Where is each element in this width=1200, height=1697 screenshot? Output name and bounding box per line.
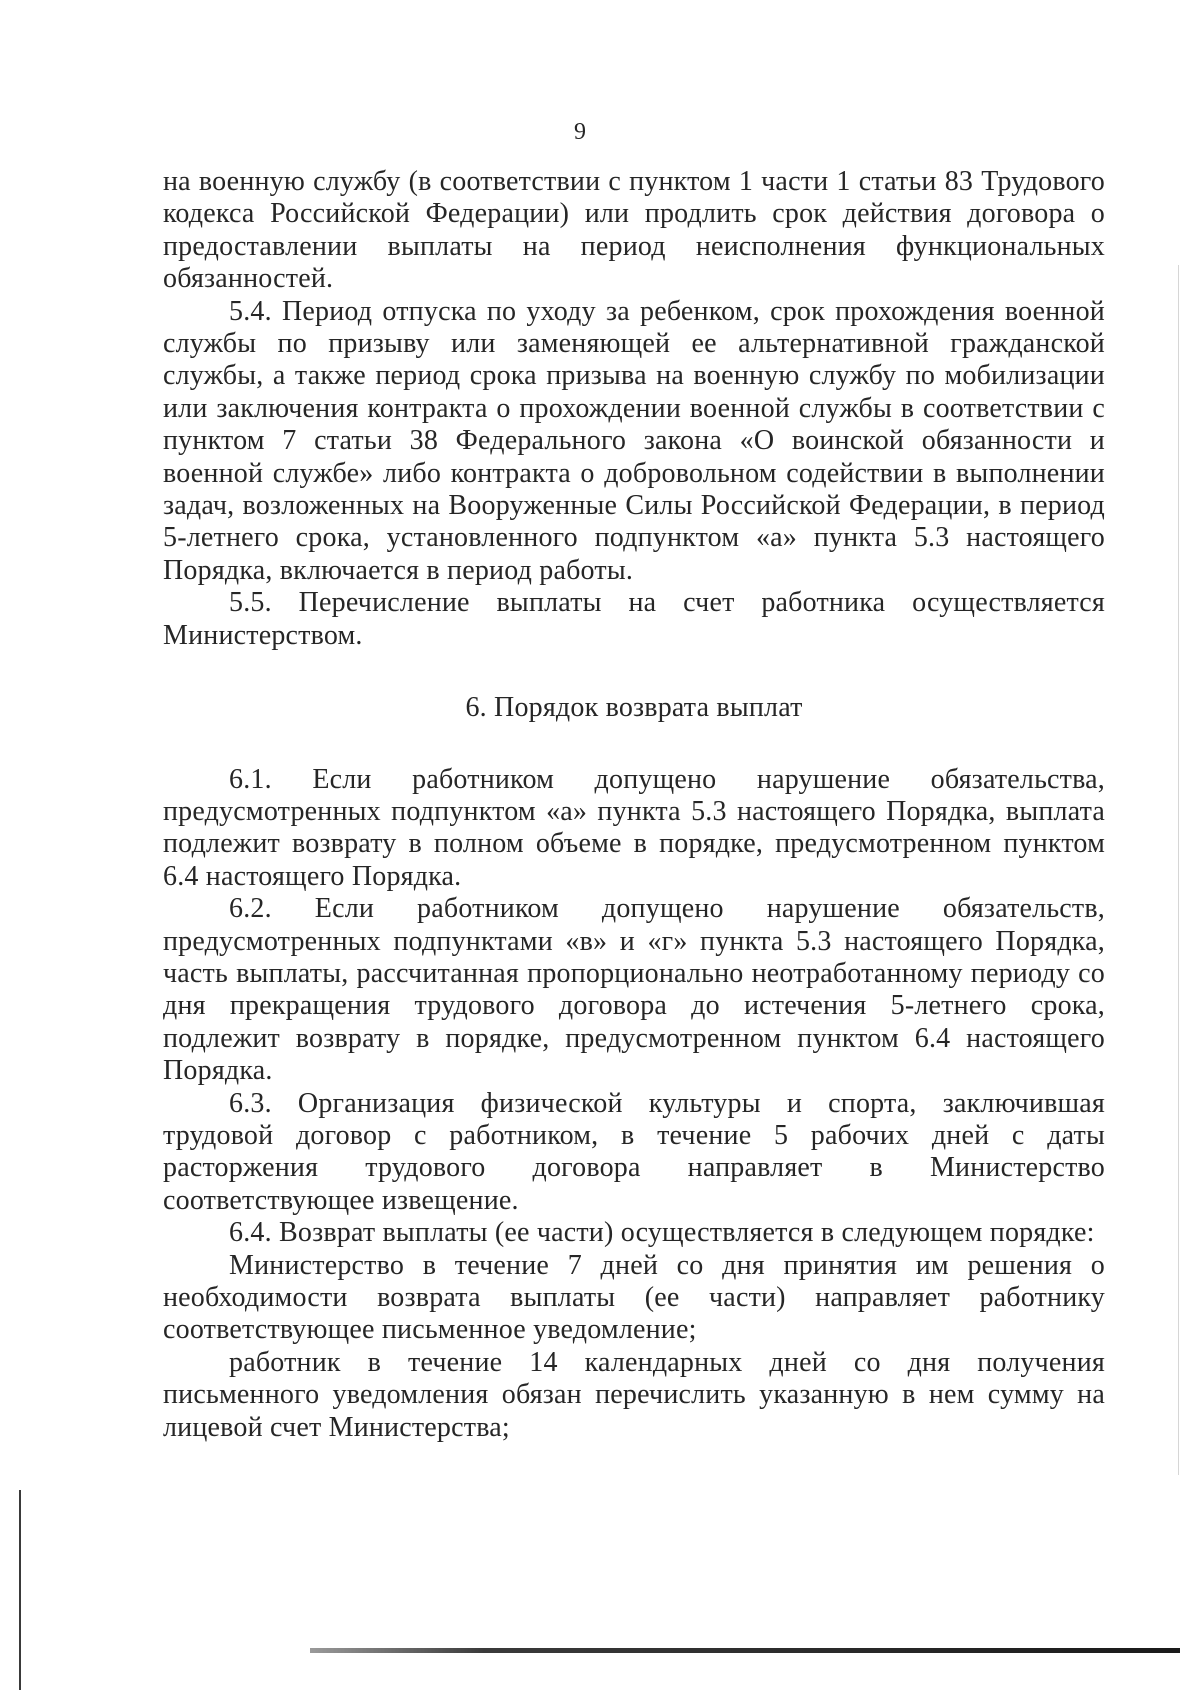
paragraph-6-1: 6.1. Если работником допущено нарушение обязательства, предусмотренных подпунктом «а» пункта 5.3 настоящего Порядка, выплата подлежит возврату в полном объеме в порядке, предусмотренном пунктом 6.4 настоящего Порядка. xyxy=(163,763,1105,892)
paragraph-6-3: 6.3. Организация физической культуры и спорта, заключившая трудовой договор с работником, в течение 5 рабочих дней с даты расторжения трудового договора направляет в Министерство соответствующее извещение. xyxy=(163,1087,1105,1216)
paragraph-6-4-ministry-notice: Министерство в течение 7 дней со дня принятия им решения о необходимости возврата выплаты (ее части) направляет работнику соответствующее письменное уведомление; xyxy=(163,1249,1105,1346)
paragraph-5-4: 5.4. Период отпуска по уходу за ребенком, срок прохождения военной службы по призыву или заменяющей ее альтернативной гражданской службы, а также период срока призыва на военную службу по мобилизации или заключения контракта о прохождении военной службы в соответствии с пунктом 7 статьи 38 Федерального закона «О воинской обязанности и военной службе» либо контракта о добровольном содействии в выполнении задач, возложенных на Вооруженные Силы Российской Федерации, в период 5-летнего срока, установленного подпунктом «а» пункта 5.3 настоящего Порядка, включается в период работы. xyxy=(163,295,1105,586)
paragraph-5-3-continuation: на военную службу (в соответствии с пунктом 1 части 1 статьи 83 Трудового кодекса Российской Федерации) или продлить срок действия договора о предоставлении выплаты на период неисполнения функциональных обязанностей. xyxy=(163,166,1105,295)
paragraph-6-4: 6.4. Возврат выплаты (ее части) осуществляется в следующем порядке: xyxy=(229,1217,1095,1249)
scan-edge-right xyxy=(1178,265,1179,1475)
section-heading: 6. Порядок возврата выплат xyxy=(465,692,803,724)
paragraph-6-2: 6.2. Если работником допущено нарушение обязательств, предусмотренных подпунктами «в» и «г» пункта 5.3 настоящего Порядка, часть выплаты, рассчитанная пропорционально неотработанному периоду со дня прекращения трудового договора до истечения 5-летнего срока, подлежит возврату в порядке, предусмотренном пунктом 6.4 настоящего Порядка. xyxy=(163,893,1105,1087)
paragraph-6-4-employee-payment: работник в течение 14 календарных дней со дня получения письменного уведомления обязан перечислить указанную в нем сумму на лицевой счет Министерства; xyxy=(163,1346,1105,1443)
paragraph-5-5: 5.5. Перечисление выплаты на счет работника осуществляется Министерством. xyxy=(163,587,1105,651)
scan-edge-left xyxy=(19,1490,21,1690)
scan-edge-bottom xyxy=(310,1648,1180,1653)
page-number: 9 xyxy=(574,119,586,145)
document-body xyxy=(163,166,1105,1444)
